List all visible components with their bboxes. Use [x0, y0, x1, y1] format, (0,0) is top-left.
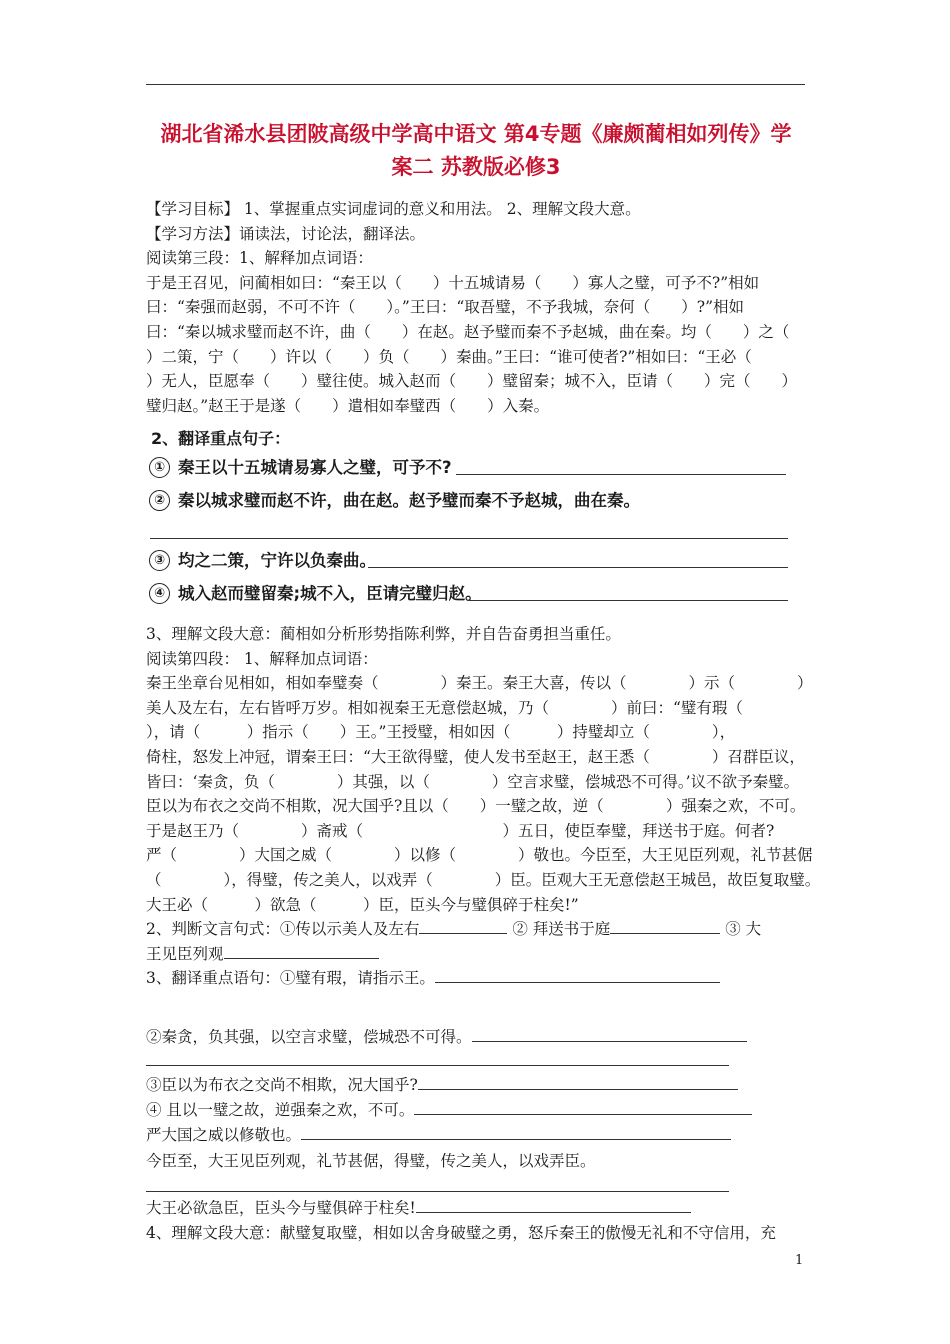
text-line: 曰：“秦以城求璧而赵不许，曲（ ）在赵。赵予璧而秦不予赵城，曲在秦。均（ ）之（ — [146, 322, 790, 341]
title-line-1: 湖北省浠水县团陂高级中学高中语文 第4专题《廉颇蔺相如列传》学 — [160, 122, 792, 146]
text-line: 【学习目标】 1、掌握重点实词虚词的意义和用法。 2、理解文段大意。 — [146, 200, 641, 218]
text-line: 美人及左右，左右皆呼万岁。相如视秦王无意偿赵城，乃（ ）前曰：“璧有瑕（ — [146, 698, 743, 717]
translation-sentence: 秦王以十五城请易寡人之璧，可予不? — [178, 458, 452, 477]
translate-line — [146, 966, 818, 991]
answer-blank[interactable] — [416, 1196, 691, 1213]
text-line: 秦王坐章台见相如，相如奉璧奏（ ）秦王。秦王大喜，传以（ ）示（ ） — [146, 674, 813, 693]
answer-blank[interactable] — [472, 1025, 747, 1042]
text-line: 倚柱，怒发上冲冠，谓秦王曰：“大王欲得璧，使人发书至赵王，赵王悉（ ）召群臣议， — [146, 747, 805, 766]
header-rule — [146, 84, 805, 85]
translate-sentence: ②秦贪，负其强，以空言求璧，偿城恐不可得。 — [146, 1028, 472, 1046]
text-line: 于是赵王乃（ ）斋戒（ ）五日，使臣奉璧，拜送书于庭。何者? — [146, 821, 775, 840]
text-line: 于是王召见，问蔺相如曰：“秦王以（ ）十五城请易（ ）寡人之璧，可予不?”相如 — [146, 273, 760, 292]
translate-sentence: ④ 且以一璧之故，逆强秦之欢，不可。 — [146, 1101, 415, 1119]
text-line: 臣以为布衣之交尚不相欺，况大国乎?且以（ ）一璧之故，逆（ ）强秦之欢，不可。 — [146, 797, 806, 816]
translation-sentence: 城入赵而璧留秦;城不入，臣请完璧归赵。 — [178, 584, 482, 603]
sentence-pattern-line-cont — [146, 942, 818, 967]
answer-line[interactable] — [468, 600, 788, 601]
sentence-pattern-item-1: 2、判断文言句式：①传以示美人及左右 — [146, 920, 420, 939]
text-line: 【学习方法】诵读法，讨论法，翻译法。 — [146, 224, 426, 243]
answer-blank[interactable] — [301, 1123, 731, 1140]
text-line: 阅读第三段：1、解释加点词语： — [146, 249, 373, 268]
translate-item-4 — [146, 1098, 752, 1120]
text-line: ）二策，宁（ ）许以（ ）负（ ）秦曲。”王曰：“谁可使者?”相如曰：“王必（ — [146, 347, 752, 366]
translate-sentence: 大王必欲急臣，臣头今与璧俱碎于柱矣! — [146, 1199, 416, 1217]
translate-item-7 — [146, 1196, 691, 1218]
translation-item-1 — [149, 454, 452, 478]
answer-blank[interactable] — [418, 1073, 738, 1090]
text-line: 皆曰：‘秦贪，负（ ）其强，以（ ）空言求璧，偿城恐不可得。’议不欲予秦璧。 — [146, 772, 800, 791]
answer-blank[interactable] — [610, 917, 720, 934]
translate-item-6 — [146, 1149, 596, 1171]
sentence-pattern-item-3: ③ 大 — [725, 920, 762, 939]
answer-blank[interactable] — [224, 942, 379, 959]
translate-sentence: 今臣至，大王见臣列观，礼节甚倨，得璧，传之美人，以戏弄臣。 — [146, 1152, 596, 1170]
answer-line[interactable] — [150, 538, 788, 539]
text-line: 大王必（ ）欲急（ ）臣，臣头今与璧俱碎于柱矣!” — [146, 895, 579, 914]
translation-item-2 — [149, 487, 640, 511]
answer-line[interactable] — [368, 567, 788, 568]
section-fourth-paragraph — [146, 622, 821, 991]
answer-line[interactable] — [146, 1191, 729, 1192]
sentence-pattern-line — [146, 917, 818, 942]
text-line: ），请（ ）指示（ ）王。”王授璧，相如因（ ）持璧却立（ ）， — [146, 723, 736, 742]
answer-line[interactable] — [456, 474, 786, 475]
translation-item-4 — [149, 580, 482, 604]
translation-heading: 2、翻译重点句子： — [151, 429, 291, 448]
circled-number: ③ — [149, 550, 170, 571]
answer-blank[interactable] — [419, 917, 507, 934]
translate-item-3 — [146, 1073, 738, 1095]
title-line-2: 案二 苏教版必修3 — [391, 155, 561, 179]
text-line: 3、理解文段大意：蔺相如分析形势指陈利弊，并自告奋勇担当重任。 — [146, 625, 621, 643]
answer-blank[interactable] — [435, 966, 720, 983]
circled-number: ② — [149, 490, 170, 511]
translate-item-5 — [146, 1123, 731, 1145]
document-title — [140, 118, 812, 184]
answer-blank[interactable] — [414, 1098, 752, 1115]
text-line: 阅读第四段： 1、解释加点词语： — [146, 649, 378, 668]
text-line: 严（ ）大国之威（ ）以修（ ）敬也。今臣至，大王见臣列观，礼节甚倨 — [146, 846, 813, 865]
translation-item-3 — [149, 547, 376, 571]
summary-line: 4、理解文段大意：献璧复取璧，相如以舍身破璧之勇，怒斥秦王的傲慢无礼和不守信用，充 — [146, 1224, 776, 1242]
circled-number: ① — [149, 457, 170, 478]
translation-sentence: 秦以城求璧而赵不许，曲在赵。赵予璧而秦不予赵城，曲在秦。 — [178, 491, 640, 510]
section-third-paragraph — [146, 197, 818, 418]
text-line: 璧归赵。”赵王于是遂（ ）遣相如奉璧西（ ）入秦。 — [146, 396, 550, 415]
answer-line[interactable] — [146, 1065, 729, 1066]
translate-item-2 — [146, 1025, 747, 1047]
sentence-pattern-item-2: ② 拜送书于庭 — [512, 920, 611, 939]
text-line: ）无人，臣愿奉（ ）璧往使。城入赵而（ ）璧留秦；城不入，臣请（ ）完（ ） — [146, 372, 798, 391]
translate-sentence: ③臣以为布衣之交尚不相欺，况大国乎? — [146, 1076, 418, 1094]
translate-sentence: 严大国之威以修敬也。 — [146, 1126, 302, 1144]
translation-sentence: 均之二策，宁许以负秦曲。 — [178, 551, 376, 570]
text-line: 曰：“秦强而赵弱，不可不许（ ）。”王曰：“取吾璧，不予我城，奈何（ ）?”相如 — [146, 298, 745, 317]
page-number: 1 — [795, 1253, 804, 1268]
sentence-pattern-item-3-cont: 王见臣列观 — [146, 944, 224, 963]
circled-number: ④ — [149, 583, 170, 604]
text-line: （ ），得璧，传之美人，以戏弄（ ）臣。臣观大王无意偿赵王城邑，故臣复取璧。 — [146, 870, 821, 889]
translate-item-1: 3、翻译重点语句：①璧有瑕，请指示王。 — [146, 969, 435, 988]
